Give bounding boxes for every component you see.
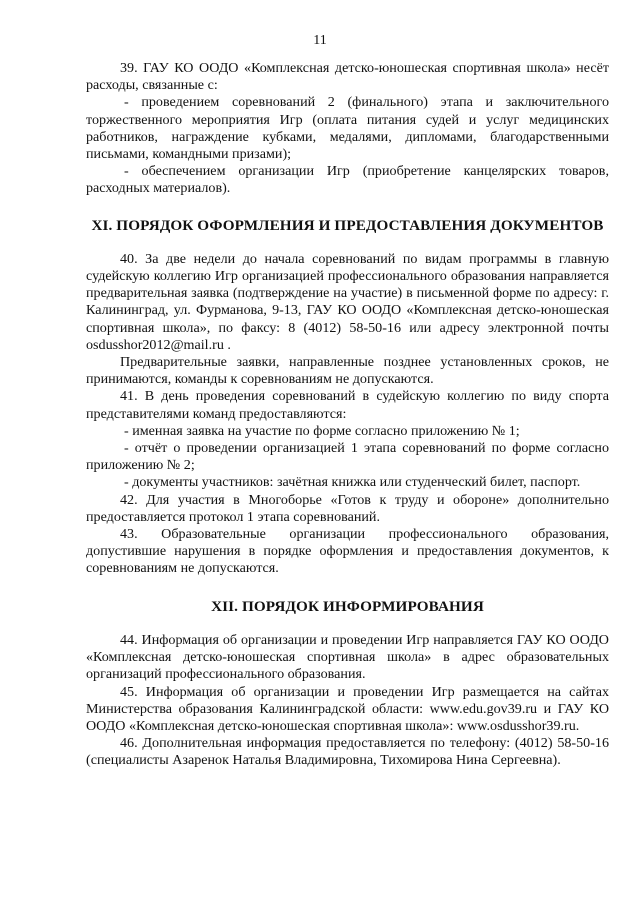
section-11-heading: XI. ПОРЯДОК ОФОРМЛЕНИЯ И ПРЕДОСТАВЛЕНИЯ ДОКУМЕНТОВ (91, 216, 604, 234)
paragraph-41-item-2: - отчёт о проведении организацией 1 этапа соревнований по форме согласно приложению № 2; (86, 440, 609, 474)
paragraph-41-item-3: - документы участников: зачётная книжка или студенческий билет, паспорт. (124, 474, 581, 491)
paragraph-44: 44. Информация об организации и проведении Игр направляется ГАУ КО ООДО «Комплексная детско-юношеская спортивная школа» в адрес образовательных организаций профессионального образования. (86, 631, 609, 683)
paragraph-43: 43. Образовательные организации профессионального образования, допустившие нарушения в порядке оформления и предоставления документов, к соревнованиям не допускаются. (86, 526, 609, 577)
paragraph-40-note: Предварительные заявки, направленные позднее установленных сроков, не принимаются, команды к соревнованиям не допускаются. (86, 354, 609, 388)
paragraph-39: 39. ГАУ КО ООДО «Комплексная детско-юношеская спортивная школа» несёт расходы, связанные с: (86, 60, 609, 94)
paragraph-39-item-2: - обеспечением организации Игр (приобретение канцелярских товаров, расходных материалов). (86, 163, 609, 197)
paragraph-41: 41. В день проведения соревнований в судейскую коллегию по виду спорта представителями команд предоставляются: (86, 388, 609, 422)
paragraph-40: 40. За две недели до начала соревнований по видам программы в главную судейскую коллегию Игр организацией профессионального образования направляется предварительная заявка (подтверждение на участие) в письменной форме по адресу: г. Калининград, ул. Фурманова, 9-13, ГАУ КО ООДО «Комплексная детско-юношеская спортивная школа», по факсу: 8 (4012) 58-50-16 или адресу электронной почты osdusshor2012@mail.ru . (86, 250, 609, 353)
section-12-heading: XII. ПОРЯДОК ИНФОРМИРОВАНИЯ (211, 597, 484, 615)
paragraph-39-item-1: - проведением соревнований 2 (финального) этапа и заключительного торжественного мероприятия Игр (оплата питания судей и услуг медицинских работников, награждение кубками, медалями, дипломами, благодарственными письмами, командными призами); (86, 94, 609, 163)
document-body (86, 60, 609, 770)
paragraph-46: 46. Дополнительная информация предоставляется по телефону: (4012) 58-50-16 (специалисты Азаренок Наталья Владимировна, Тихомирова Нина Сергеевна). (86, 735, 609, 769)
paragraph-42: 42. Для участия в Многоборье «Готов к труду и обороне» дополнительно предоставляется протокол 1 этапа соревнований. (86, 491, 609, 525)
page-number: 11 (313, 33, 327, 48)
paragraph-45: 45. Информация об организации и проведении Игр размещается на сайтах Министерства образования Калининградской области: www.edu.gov39.ru и ГАУ КО ООДО «Комплексная детско-юношеская спортивная школа»: www.osdusshor39.ru. (86, 683, 609, 734)
paragraph-41-item-1: - именная заявка на участие по форме согласно приложению № 1; (124, 422, 520, 439)
